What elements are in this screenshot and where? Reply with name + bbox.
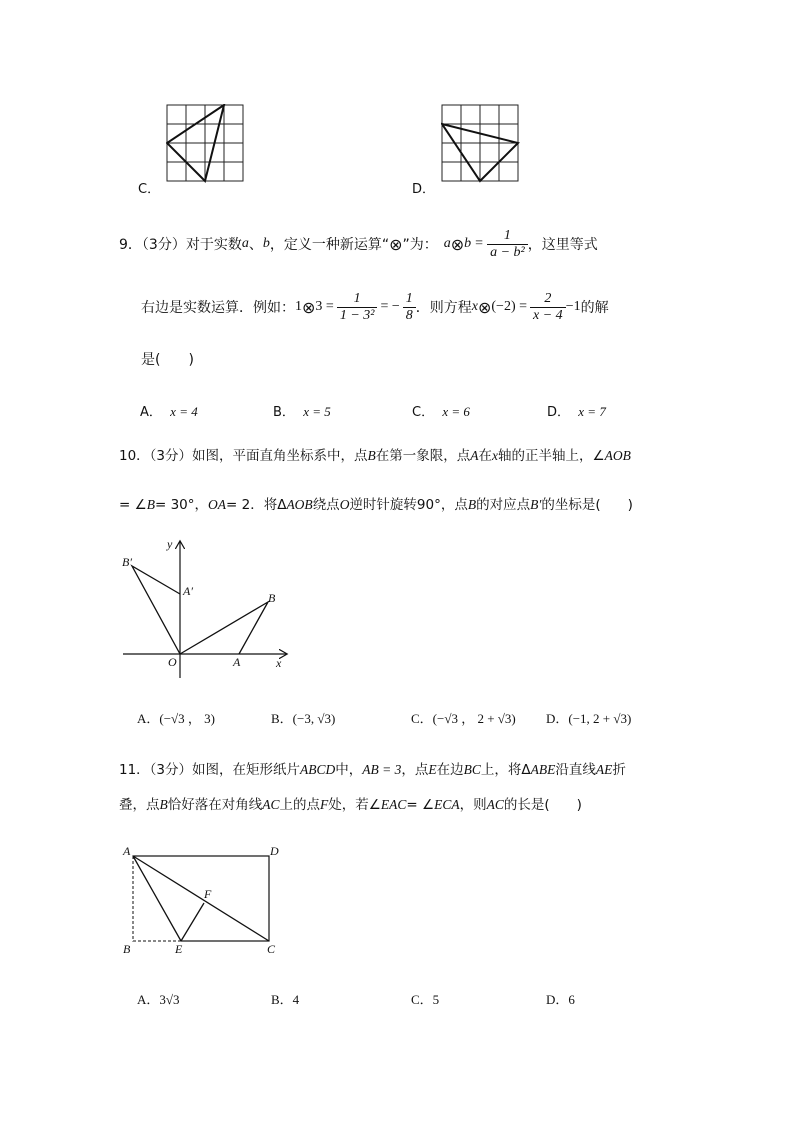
q9-ex-numerator: 1 (337, 291, 378, 308)
triangle-aob (180, 602, 268, 654)
q11-option-b[interactable]: B．4 (271, 992, 300, 1007)
q11-line-1: 11．（3分）如图，在矩形纸片ABCD中，AB = 3，点E在边BC上，将ΔABE沿直线AE折 (119, 762, 626, 778)
label-o: O (168, 655, 177, 669)
q9-var-a: a (241, 236, 249, 251)
q10-option-a[interactable]: A．(−√3 ， 3) (137, 711, 216, 726)
triangle-ap-bp (132, 566, 180, 654)
q9-ex-lhs: 1 (295, 299, 302, 314)
q10-option-b[interactable]: B．(−3, √3) (271, 711, 336, 726)
q10-line-1: 10．（3分）如图，平面直角坐标系中，点B在第一象限，点A在x轴的正半轴上，∠AOB (119, 448, 631, 464)
q9-def-denominator: a − b² (490, 244, 525, 260)
q9-eq-numerator: 2 (530, 291, 566, 308)
q11-option-c[interactable]: C．5 (411, 992, 440, 1007)
q9-option-c[interactable]: C． x = 6 (412, 404, 470, 420)
q8-figure-d (441, 104, 521, 186)
q9-ex-denominator-2: 8 (405, 307, 413, 323)
q9-line-1: 9．（3分）对于实数 a 、 b ，定义一种新运算“ ⊗ ”为： a ⊗ b = $\frac{1}{\text{a − b²}}$ ，这里等式 (119, 227, 598, 260)
segment-ef (181, 903, 204, 941)
diagonal-ac (133, 856, 269, 941)
q9-option-b[interactable]: B． x = 5 (273, 404, 331, 420)
q8-option-d-label: D． (412, 182, 436, 197)
q9-def-numerator: 1 (487, 228, 528, 245)
label-bp: B′ (122, 555, 132, 569)
label-a: A (123, 844, 131, 858)
label-ap: A′ (183, 584, 193, 598)
q9-var-b: b (262, 236, 270, 251)
label-e: E (175, 942, 183, 956)
q9-ex-fraction (337, 291, 378, 324)
q9-head: 9．（3分）对于实数 (119, 237, 242, 253)
label-a: A (233, 655, 241, 669)
q11-option-d[interactable]: D．6 (546, 992, 575, 1007)
q9-eq-denominator: x − 4 (533, 307, 563, 323)
q10-option-c[interactable]: C．(−√3 ， 2 + √3) (411, 711, 516, 726)
label-c: C (267, 942, 276, 956)
label-y: y (167, 537, 173, 551)
q9-text-tail: ，这里等式 (527, 237, 598, 253)
q9-sep: 、 (248, 237, 263, 253)
q9-ex-eq: = − (380, 299, 400, 314)
label-d: D (270, 844, 279, 858)
q9-text-eq: ．则方程 (415, 300, 472, 316)
q9-eq-tail: −1 (565, 299, 581, 314)
q9-eq-arg: (−2) = (491, 299, 528, 314)
q9-line-2 (141, 287, 609, 327)
q9-eq-fraction (530, 291, 566, 324)
q10-line-2: = ∠B= 30°，OA= 2．将ΔAOB绕点O逆时针旋转90°，点B的对应点B′的坐标是( ) (119, 497, 633, 513)
q9-ex-rhs: 3 = (315, 299, 334, 314)
otimes-icon: ⊗ (302, 297, 316, 317)
q9-text-def-close: ”为： (402, 237, 438, 253)
otimes-icon: ⊗ (450, 234, 465, 254)
segment-ae (133, 856, 181, 941)
q9-text-sol: 的解 (580, 300, 609, 316)
q9-line2-start: 右边是实数运算．例如： (141, 300, 295, 316)
q11-line-2: 叠，点B恰好落在对角线AC上的点F处，若∠EAC= ∠ECA，则AC的长是( ) (119, 797, 582, 813)
q10-figure (118, 536, 293, 681)
q9-def-fraction (487, 228, 528, 261)
q9-eq-x: x (471, 299, 478, 314)
label-b: B (123, 942, 131, 956)
q9-def-b: b (464, 236, 472, 251)
label-b: B (268, 591, 276, 605)
q11-figure (120, 838, 290, 960)
label-f: F (204, 887, 212, 901)
otimes-icon: ⊗ (477, 297, 492, 317)
q9-ex-denominator: 1 − 3² (339, 307, 375, 323)
q10-option-d[interactable]: D．(−1, 2 + √3) (546, 711, 632, 726)
q8-figure-c (166, 104, 246, 186)
q8-option-c-label: C． (138, 182, 161, 197)
q9-def-a: a (443, 236, 451, 251)
q11-option-a[interactable]: A．3√3 (137, 992, 180, 1007)
label-x: x (276, 656, 282, 670)
q9-line-3: 是( ) (141, 352, 194, 368)
q9-option-a[interactable]: A． x = 4 (140, 404, 198, 420)
q9-option-d[interactable]: D． x = 7 (547, 404, 606, 420)
q9-text-def: ，定义一种新运算“ (269, 237, 390, 253)
q9-ex-fraction-2 (403, 291, 416, 324)
q9-ex-numerator-2: 1 (403, 291, 416, 308)
otimes-icon: ⊗ (389, 234, 403, 254)
